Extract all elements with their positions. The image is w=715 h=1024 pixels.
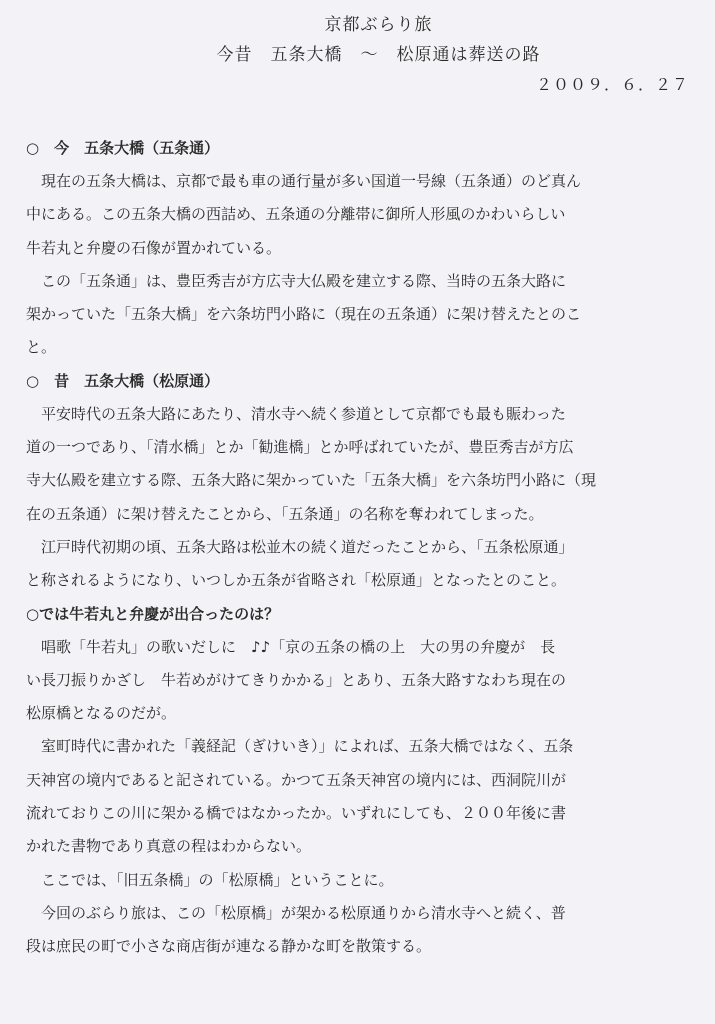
paragraph-line: 松原橋となるのだが。 <box>26 704 177 723</box>
document-title: 京都ぶらり旅 <box>324 15 433 35</box>
paragraph-line: かれた書物であり真意の程はわからない。 <box>26 837 312 856</box>
paragraph-line: 架かっていた「五条大橋」を六条坊門小路に（現在の五条通）に架け替えたとのこ <box>26 305 582 324</box>
paragraph <box>26 531 691 598</box>
section-heading: ○では牛若丸と弁慶が出合ったのは？ <box>26 604 280 623</box>
paragraph-line: 在の五条通）に架け替えたことから、「五条通」の名称を奪われてしまった。 <box>26 504 544 523</box>
paragraph-line: 中にある。この五条大橋の西詰め、五条通の分離帯に御所人形風のかわいらしい <box>26 205 566 224</box>
paragraph <box>26 864 691 897</box>
paragraph-line: 今回のぶらり旅は、この「松原橋」が架かる松原通りから清水寺へと続く、普 <box>41 903 566 922</box>
paragraph-line: 寺大仏殿を建立する際、五条大路に架かっていた「五条大橋」を六条坊門小路に（現 <box>26 471 597 490</box>
paragraph-line: 江戸時代初期の頃、五条大路は松並木の続く道だったことから、「五条松原通」 <box>41 537 574 556</box>
paragraph-line: 道の一つであり、「清水橋」とか「勧進橋」とか呼ばれていたが、豊臣秀吉が方広 <box>26 438 574 457</box>
document-date: ２００９．６．２７ <box>535 75 689 94</box>
document-subtitle: 今昔 五条大橋 ～ 松原通は葬送の路 <box>216 45 541 65</box>
paragraph <box>26 165 691 265</box>
paragraph <box>26 631 691 731</box>
paragraph <box>26 398 691 531</box>
paragraph <box>26 730 691 863</box>
paragraph-line: と。 <box>26 338 57 357</box>
document-body <box>26 132 691 964</box>
paragraph-line: 流れておりこの川に架かる橋ではなかったか。いずれにしても、２００年後に書 <box>26 804 567 823</box>
paragraph-line: この「五条通」は、豊臣秀吉が方広寺大仏殿を建立する際、当時の五条大路に <box>41 271 567 290</box>
section-heading: ○ 昔 五条大橋（松原通） <box>26 371 220 390</box>
paragraph <box>26 265 691 365</box>
paragraph-line: 平安時代の五条大路にあたり、清水寺へ続く参道として京都でも最も賑わった <box>41 404 566 423</box>
paragraph-line: 牛若丸と弁慶の石像が置かれている。 <box>26 238 282 257</box>
paragraph-line: と称されるようになり、いつしか五条が省略され「松原通」となったとのこと。 <box>26 571 567 590</box>
paragraph-line: 段は庶民の町で小さな商店街が連なる静かな町を散策する。 <box>26 937 432 956</box>
paragraph-line: 天神宮の境内であると記されている。かつて五条天神宮の境内には、西洞院川が <box>26 770 567 789</box>
paragraph-line: ここでは、「旧五条橋」の「松原橋」ということに。 <box>41 870 394 889</box>
paragraph-line: い長刀振りかざし 牛若めがけてきりかかる」とあり、五条大路すなわち現在の <box>26 670 567 689</box>
section-heading: ○ 今 五条大橋（五条通） <box>26 139 220 157</box>
paragraph-line: 現在の五条大橋は、京都で最も車の通行量が多い国道一号線（五条通）のど真ん <box>41 172 582 190</box>
paragraph-line: 唱歌「牛若丸」の歌いだしに ♪♪「京の五条の橋の上 大の男の弁慶が 長 <box>41 637 556 656</box>
paragraph-line: 室町時代に書かれた「義経記（ぎけいき）」によれば、五条大橋ではなく、五条 <box>41 737 574 756</box>
header-gap <box>26 100 691 132</box>
paragraph <box>26 897 691 964</box>
